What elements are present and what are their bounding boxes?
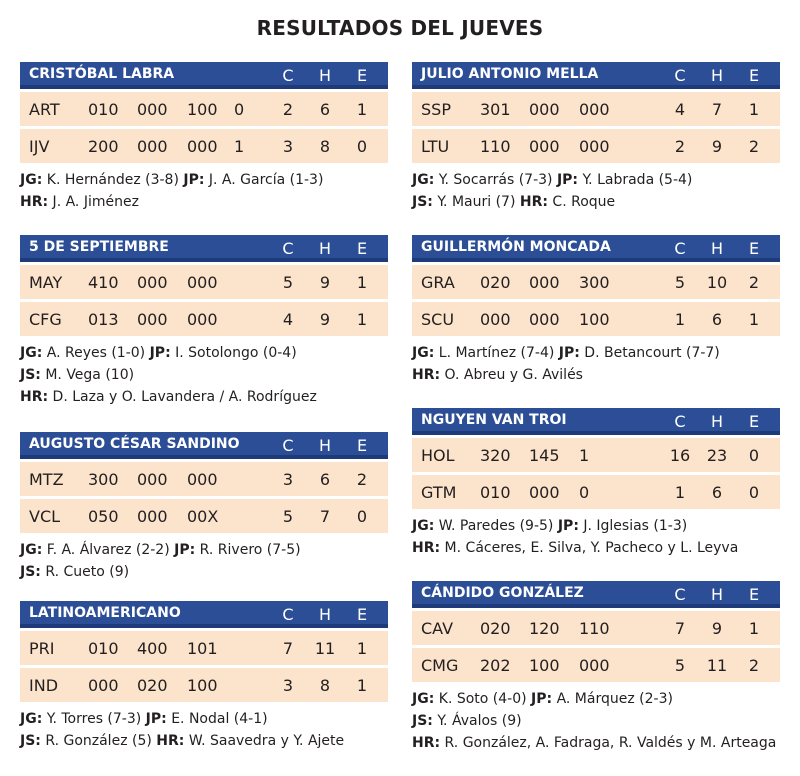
errors-label: E	[356, 605, 368, 624]
innings-4-6: 145	[529, 446, 560, 465]
note-key: JP:	[556, 172, 579, 188]
score-row	[20, 129, 388, 163]
hits-label: H	[318, 239, 332, 258]
runs-label: C	[674, 412, 686, 431]
note-value: M. Cáceres, E. Silva, Y. Pacheco y L. Leyva	[440, 540, 739, 556]
runs-value: 1	[674, 483, 686, 502]
innings-7-9: 000	[579, 137, 610, 156]
runs-label: C	[674, 585, 686, 604]
hits-value: 6	[711, 483, 723, 502]
hits-value: 9	[711, 619, 723, 638]
note-key: JG:	[20, 172, 43, 188]
runs-value: 7	[282, 639, 294, 658]
errors-value: 0	[356, 507, 368, 526]
innings-7-9: 0	[579, 483, 590, 502]
innings-4-6: 000	[137, 100, 168, 119]
note-value: A. Reyes (1-0)	[42, 345, 150, 361]
game-header	[20, 432, 388, 459]
errors-label: E	[748, 585, 760, 604]
game-notes	[412, 515, 780, 559]
runs-value: 3	[282, 676, 294, 695]
note-key: JS:	[20, 367, 41, 383]
runs-value: 2	[674, 137, 686, 156]
note-line	[412, 732, 780, 754]
innings-7-9: 000	[187, 470, 218, 489]
note-value: J. A. García (1-3)	[204, 172, 324, 188]
team-code: LTU	[421, 137, 450, 156]
note-key: JP:	[183, 172, 205, 188]
runs-value: 5	[282, 273, 294, 292]
score-row	[412, 129, 780, 163]
innings-4-6: 000	[529, 273, 560, 292]
errors-value: 0	[748, 446, 760, 465]
errors-value: 1	[356, 676, 368, 695]
errors-value: 1	[356, 273, 368, 292]
score-row	[20, 668, 388, 702]
note-key: JG:	[20, 542, 43, 558]
innings-7-9: 100	[187, 676, 218, 695]
innings-4-6: 000	[137, 310, 168, 329]
note-line	[412, 169, 780, 191]
runs-label: C	[282, 605, 294, 624]
note-value: A. Márquez (2-3)	[552, 691, 673, 707]
game-notes	[412, 169, 780, 213]
runs-value: 7	[674, 619, 686, 638]
hits-value: 9	[711, 137, 723, 156]
team-code: VCL	[29, 507, 61, 526]
note-line	[20, 342, 388, 364]
hits-label: H	[710, 66, 724, 85]
score-row	[412, 265, 780, 299]
note-key: JP:	[174, 542, 196, 558]
innings-4-6: 120	[529, 619, 560, 638]
hits-label: H	[318, 66, 332, 85]
note-value: Y. Mauri (7)	[432, 194, 520, 210]
innings-7-9: 100	[187, 100, 218, 119]
innings-7-9: 300	[579, 273, 610, 292]
team-code: MAY	[29, 273, 63, 292]
note-line	[412, 710, 780, 732]
runs-label: C	[282, 239, 294, 258]
note-value: I. Sotolongo (0-4)	[170, 345, 297, 361]
team-code: GTM	[421, 483, 457, 502]
innings-1-3: 010	[88, 639, 119, 658]
innings-1-3: 202	[480, 656, 511, 675]
game-notes	[412, 688, 780, 754]
note-value: R. Cueto (9)	[40, 564, 130, 580]
innings-4-6: 000	[137, 137, 168, 156]
game-notes	[20, 342, 388, 408]
errors-value: 2	[748, 137, 760, 156]
team-code: ART	[29, 100, 60, 119]
innings-1-3: 110	[480, 137, 511, 156]
runs-value: 16	[669, 446, 691, 465]
team-code: MTZ	[29, 470, 64, 489]
errors-value: 2	[748, 656, 760, 675]
errors-label: E	[748, 66, 760, 85]
errors-label: E	[748, 412, 760, 431]
score-row	[412, 475, 780, 509]
extra-inning: 0	[234, 100, 245, 119]
venue-name: 5 DE SEPTIEMBRE	[29, 239, 169, 255]
game-box	[20, 62, 388, 213]
team-code: HOL	[421, 446, 455, 465]
score-row	[412, 648, 780, 682]
innings-1-3: 010	[480, 483, 511, 502]
note-line	[412, 364, 780, 386]
hits-label: H	[318, 436, 332, 455]
innings-4-6: 000	[529, 310, 560, 329]
team-code: IND	[29, 676, 59, 695]
venue-name: GUILLERMÓN MONCADA	[421, 239, 611, 255]
hits-value: 6	[319, 470, 331, 489]
hits-label: H	[318, 605, 332, 624]
runs-value: 1	[674, 310, 686, 329]
innings-4-6: 400	[137, 639, 168, 658]
note-key: HR:	[412, 367, 441, 383]
venue-name: CÁNDIDO GONZÁLEZ	[421, 585, 584, 601]
game-header	[412, 62, 780, 89]
game-box	[20, 601, 388, 752]
venue-name: JULIO ANTONIO MELLA	[421, 66, 599, 82]
note-line	[20, 730, 388, 752]
runs-value: 5	[282, 507, 294, 526]
note-key: JG:	[412, 691, 435, 707]
note-line	[412, 191, 780, 213]
game-box	[412, 408, 780, 559]
hits-value: 6	[711, 310, 723, 329]
note-line	[20, 539, 388, 561]
runs-label: C	[282, 436, 294, 455]
errors-value: 0	[748, 483, 760, 502]
game-box	[412, 581, 780, 754]
note-line	[20, 364, 388, 386]
page-title: RESULTADOS DEL JUEVES	[256, 16, 544, 40]
note-key: JG:	[412, 518, 435, 534]
note-line	[20, 708, 388, 730]
runs-value: 5	[674, 656, 686, 675]
hits-value: 11	[314, 639, 336, 658]
note-line	[412, 515, 780, 537]
innings-4-6: 100	[529, 656, 560, 675]
innings-1-3: 320	[480, 446, 511, 465]
note-value: K. Soto (4-0)	[434, 691, 532, 707]
innings-1-3: 020	[480, 273, 511, 292]
note-line	[20, 561, 388, 583]
runs-value: 3	[282, 470, 294, 489]
note-value: D. Laza y O. Lavandera / A. Rodríguez	[48, 389, 317, 405]
game-box	[20, 235, 388, 408]
runs-label: C	[674, 239, 686, 258]
note-line	[412, 688, 780, 710]
game-box	[412, 235, 780, 386]
note-value: Y. Ávalos (9)	[432, 713, 522, 729]
note-key: HR:	[412, 735, 441, 751]
note-key: JG:	[20, 711, 43, 727]
note-value: F. A. Álvarez (2-2)	[42, 542, 175, 558]
innings-7-9: 100	[579, 310, 610, 329]
errors-value: 1	[748, 100, 760, 119]
note-key: HR:	[20, 194, 49, 210]
note-value: E. Nodal (4-1)	[166, 711, 268, 727]
game-notes	[412, 342, 780, 386]
note-key: JS:	[20, 733, 41, 749]
hits-value: 7	[319, 507, 331, 526]
extra-inning: 1	[234, 137, 245, 156]
innings-1-3: 301	[480, 100, 511, 119]
score-row	[20, 462, 388, 496]
note-value: L. Martínez (7-4)	[434, 345, 559, 361]
note-key: HR:	[156, 733, 185, 749]
hits-label: H	[710, 239, 724, 258]
game-header	[412, 235, 780, 262]
hits-value: 9	[319, 273, 331, 292]
note-key: JP:	[531, 691, 553, 707]
errors-value: 2	[748, 273, 760, 292]
note-line	[20, 386, 388, 408]
hits-value: 6	[319, 100, 331, 119]
innings-1-3: 020	[480, 619, 511, 638]
innings-4-6: 000	[137, 273, 168, 292]
note-line	[20, 191, 388, 213]
errors-label: E	[356, 436, 368, 455]
team-code: CAV	[421, 619, 454, 638]
innings-1-3: 000	[88, 676, 119, 695]
innings-7-9: 000	[579, 100, 610, 119]
note-value: R. Rivero (7-5)	[195, 542, 301, 558]
game-header	[20, 601, 388, 628]
runs-label: C	[282, 66, 294, 85]
team-code: IJV	[29, 137, 50, 156]
innings-1-3: 410	[88, 273, 119, 292]
note-key: JG:	[20, 345, 43, 361]
hits-label: H	[710, 412, 724, 431]
errors-value: 1	[748, 619, 760, 638]
innings-4-6: 000	[529, 100, 560, 119]
note-value: D. Betancourt (7-7)	[579, 345, 720, 361]
errors-label: E	[748, 239, 760, 258]
innings-7-9: 1	[579, 446, 590, 465]
errors-value: 1	[356, 100, 368, 119]
game-header	[20, 235, 388, 262]
note-value: O. Abreu y G. Avilés	[440, 367, 583, 383]
note-value: J. Iglesias (1-3)	[578, 518, 688, 534]
score-row	[20, 631, 388, 665]
errors-value: 0	[356, 137, 368, 156]
score-row	[20, 499, 388, 533]
team-code: SSP	[421, 100, 451, 119]
errors-value: 1	[748, 310, 760, 329]
innings-7-9: 101	[187, 639, 218, 658]
errors-value: 1	[356, 310, 368, 329]
score-row	[20, 265, 388, 299]
runs-value: 5	[674, 273, 686, 292]
errors-value: 1	[356, 639, 368, 658]
note-key: JP:	[149, 345, 171, 361]
score-row	[20, 302, 388, 336]
game-notes	[20, 539, 388, 583]
innings-7-9: 00X	[187, 507, 219, 526]
innings-1-3: 010	[88, 100, 119, 119]
note-key: JS:	[412, 713, 433, 729]
note-value: K. Hernández (3-8)	[42, 172, 184, 188]
innings-7-9: 000	[187, 310, 218, 329]
note-line	[412, 537, 780, 559]
hits-value: 10	[706, 273, 728, 292]
innings-1-3: 300	[88, 470, 119, 489]
note-value: Y. Torres (7-3)	[42, 711, 146, 727]
venue-name: NGUYEN VAN TROI	[421, 412, 567, 428]
note-key: JP:	[558, 345, 580, 361]
note-value: Y. Labrada (5-4)	[578, 172, 693, 188]
game-notes	[20, 169, 388, 213]
hits-value: 8	[319, 676, 331, 695]
note-key: JS:	[412, 194, 433, 210]
hits-value: 8	[319, 137, 331, 156]
game-box	[20, 432, 388, 583]
innings-1-3: 200	[88, 137, 119, 156]
team-code: SCU	[421, 310, 455, 329]
score-row	[412, 611, 780, 645]
note-value: Y. Socarrás (7-3)	[434, 172, 557, 188]
note-key: HR:	[519, 194, 548, 210]
errors-label: E	[356, 239, 368, 258]
venue-name: AUGUSTO CÉSAR SANDINO	[29, 436, 240, 452]
errors-value: 2	[356, 470, 368, 489]
innings-4-6: 000	[529, 137, 560, 156]
note-key: JG:	[412, 172, 435, 188]
innings-4-6: 000	[137, 470, 168, 489]
hits-value: 9	[319, 310, 331, 329]
hits-label: H	[710, 585, 724, 604]
innings-7-9: 000	[187, 137, 218, 156]
note-value: R. González, A. Fadraga, R. Valdés y M. Arteaga	[440, 735, 777, 751]
innings-1-3: 013	[88, 310, 119, 329]
hits-value: 7	[711, 100, 723, 119]
runs-label: C	[674, 66, 686, 85]
errors-label: E	[356, 66, 368, 85]
innings-1-3: 000	[480, 310, 511, 329]
game-header	[20, 62, 388, 89]
note-key: HR:	[20, 389, 49, 405]
team-code: CMG	[421, 656, 459, 675]
runs-value: 3	[282, 137, 294, 156]
game-header	[412, 408, 780, 435]
note-line	[20, 169, 388, 191]
team-code: PRI	[29, 639, 55, 658]
game-box	[412, 62, 780, 213]
runs-value: 4	[674, 100, 686, 119]
score-row	[20, 92, 388, 126]
runs-value: 4	[282, 310, 294, 329]
hits-value: 11	[706, 656, 728, 675]
game-notes	[20, 708, 388, 752]
team-code: GRA	[421, 273, 455, 292]
score-row	[412, 302, 780, 336]
team-code: CFG	[29, 310, 62, 329]
note-key: HR:	[412, 540, 441, 556]
venue-name: CRISTÓBAL LABRA	[29, 66, 175, 82]
note-key: JP:	[145, 711, 167, 727]
runs-value: 2	[282, 100, 294, 119]
venue-name: LATINOAMERICANO	[29, 605, 181, 621]
note-value: C. Roque	[547, 194, 616, 210]
game-header	[412, 581, 780, 608]
note-key: JS:	[20, 564, 41, 580]
innings-7-9: 000	[579, 656, 610, 675]
innings-1-3: 050	[88, 507, 119, 526]
note-key: JP:	[557, 518, 579, 534]
innings-7-9: 000	[187, 273, 218, 292]
innings-4-6: 020	[137, 676, 168, 695]
note-value: W. Saavedra y Y. Ajete	[184, 733, 345, 749]
score-row	[412, 92, 780, 126]
note-value: M. Vega (10)	[40, 367, 135, 383]
note-key: JG:	[412, 345, 435, 361]
score-row	[412, 438, 780, 472]
note-line	[412, 342, 780, 364]
innings-7-9: 110	[579, 619, 610, 638]
innings-4-6: 000	[529, 483, 560, 502]
note-value: W. Paredes (9-5)	[434, 518, 558, 534]
innings-4-6: 000	[137, 507, 168, 526]
hits-value: 23	[706, 446, 728, 465]
note-value: R. González (5)	[40, 733, 157, 749]
note-value: J. A. Jiménez	[48, 194, 139, 210]
